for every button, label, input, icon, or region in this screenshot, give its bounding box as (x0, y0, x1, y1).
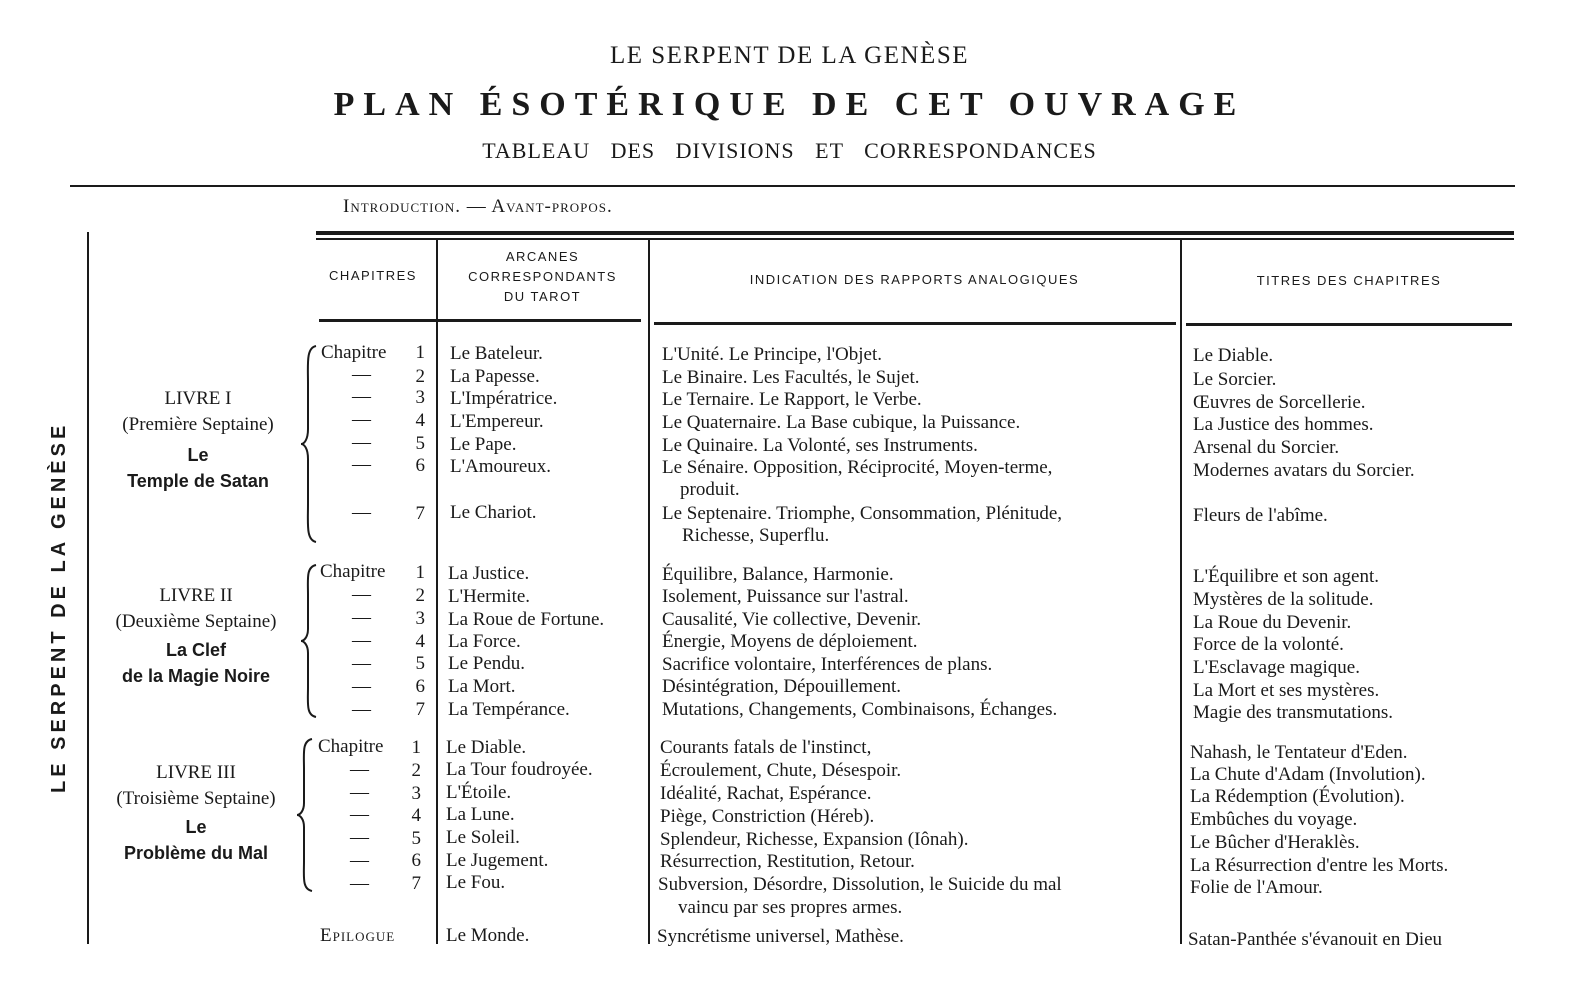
column-divider (436, 238, 438, 944)
rapport-cell: Le Sénaire. Opposition, Réciprocité, Moyen-terme, (662, 457, 1053, 478)
header-underline (319, 319, 641, 322)
rapport-cell: Le Quaternaire. La Base cubique, la Puissance. (662, 412, 1021, 433)
chapter-number: 3 (415, 387, 425, 408)
chapter-dash: — (352, 386, 371, 407)
chapter-dash: — (352, 630, 371, 651)
arcane-cell: La Tour foudroyée. (446, 759, 593, 780)
chapter-number: 1 (411, 737, 421, 758)
titre-cell: Force de la volonté. (1193, 634, 1344, 655)
arcane-cell: L'Amoureux. (450, 456, 552, 477)
column-header-rapports: INDICATION DES RAPPORTS ANALOGIQUES (749, 272, 1080, 287)
book-label-2: LIVRE II (Deuxième Septaine) La Clef de la Magie Noire (115, 585, 277, 686)
epilogue-label: Epilogue (320, 925, 396, 946)
arcane-cell: Le Jugement. (446, 850, 549, 871)
arcane-cell: Le Bateleur. (450, 343, 543, 364)
arcane-cell: Le Diable. (446, 737, 527, 758)
titre-cell: Nahash, le Tentateur d'Eden. (1190, 742, 1408, 763)
chapter-dash: — (352, 454, 371, 475)
titre-cell: La Roue du Devenir. (1193, 612, 1352, 633)
book-label-3: LIVRE III (Troisième Septaine) Le Problème du Mal (116, 762, 276, 863)
arcane-cell: Le Fou. (446, 872, 506, 893)
titre-cell: La Rédemption (Évolution). (1190, 786, 1405, 807)
chapter-dash: — (352, 607, 371, 628)
super-title: LE SERPENT DE LA GENÈSE (609, 42, 970, 69)
chapter-number: 6 (415, 676, 425, 697)
chapter-number: 5 (415, 653, 425, 674)
arcane-cell: La Roue de Fortune. (448, 609, 605, 630)
header-underline (1186, 323, 1512, 326)
arcane-cell: La Tempérance. (448, 699, 570, 720)
rapport-cell-continued: vaincu par ses propres armes. (678, 897, 903, 918)
chapter-number: 2 (415, 366, 425, 387)
column-header-titres: TITRES DES CHAPITRES (1256, 273, 1442, 288)
titre-cell: La Mort et ses mystères. (1193, 680, 1380, 701)
rapport-cell: Le Septenaire. Triomphe, Consommation, Plénitude, (662, 503, 1063, 524)
arcane-cell: La Lune. (446, 804, 515, 825)
chapter-dash: — (352, 676, 371, 697)
arcane-cell: L'Hermite. (448, 586, 531, 607)
titre-cell: Modernes avatars du Sorcier. (1193, 460, 1415, 481)
column-divider (648, 238, 650, 944)
chapter-dash: — (352, 653, 371, 674)
column-header-chapitres: CHAPITRES (329, 268, 417, 283)
rapport-cell-continued: produit. (680, 479, 740, 500)
titre-cell: Magie des transmutations. (1193, 702, 1393, 723)
rapport-cell: Syncrétisme universel, Mathèse. (657, 926, 904, 947)
intro-line: Introduction. — Avant-propos. (343, 196, 613, 217)
rapport-cell: Le Quinaire. La Volonté, ses Instruments. (662, 435, 978, 456)
side-title: LE SERPENT DE LA GENÈSE (48, 421, 70, 793)
page-title: PLAN ÉSOTÉRIQUE DE CET OUVRAGE (333, 86, 1246, 123)
titre-cell: Folie de l'Amour. (1190, 877, 1323, 898)
titre-cell: Le Sorcier. (1193, 369, 1277, 390)
chapter-number: 2 (411, 760, 421, 781)
arcane-cell: Le Pendu. (448, 653, 526, 674)
arcane-cell: Le Pape. (450, 434, 517, 455)
rapport-cell: Équilibre, Balance, Harmonie. (662, 564, 894, 585)
rapport-cell: Splendeur, Richesse, Expansion (Iônah). (660, 829, 969, 850)
rapport-cell: Isolement, Puissance sur l'astral. (662, 586, 909, 607)
chapter-number: 6 (415, 455, 425, 476)
subtitle: TABLEAU DES DIVISIONS ET CORRESPONDANCES (482, 138, 1097, 163)
column-header-arcanes: ARCANES CORRESPONDANTS DU TAROT (468, 249, 617, 304)
rapport-cell: Résurrection, Restitution, Retour. (660, 851, 915, 872)
brace-book-2 (300, 563, 318, 719)
chapter-dash: — (352, 584, 371, 605)
header-rule (70, 185, 1515, 187)
rapport-cell: Désintégration, Dépouillement. (662, 676, 902, 697)
rapport-cell: L'Unité. Le Principe, l'Objet. (662, 344, 883, 365)
titre-cell: Satan-Panthée s'évanouit en Dieu (1188, 929, 1443, 950)
rapport-cell: Subversion, Désordre, Dissolution, le Suicide du mal (658, 874, 1062, 895)
chapter-number: 1 (415, 562, 425, 583)
rapport-cell: Le Ternaire. Le Rapport, le Verbe. (662, 389, 922, 410)
arcane-cell: La Justice. (448, 563, 530, 584)
chapter-number: 1 (415, 342, 425, 363)
arcane-cell: L'Étoile. (446, 782, 512, 803)
rapport-cell: Idéalité, Rachat, Espérance. (660, 783, 872, 804)
table-top-rule (316, 231, 1514, 235)
chapter-number: 5 (415, 433, 425, 454)
titre-cell: La Résurrection d'entre les Morts. (1190, 855, 1449, 876)
chapter-dash: — (350, 850, 369, 871)
rapport-cell: Mutations, Changements, Combinaisons, Échanges. (662, 699, 1058, 720)
titre-cell: Le Bûcher d'Heraklès. (1190, 832, 1360, 853)
rapport-cell: Courants fatals de l'instinct, (660, 737, 872, 758)
brace-book-1 (300, 344, 318, 544)
rapport-cell: Sacrifice volontaire, Interférences de plans. (662, 654, 993, 675)
arcane-cell: La Force. (448, 631, 521, 652)
brace-book-3 (296, 737, 314, 893)
chapter-dash: — (350, 759, 369, 780)
rapport-cell: Le Binaire. Les Facultés, le Sujet. (662, 367, 920, 388)
chapter-number: 4 (411, 805, 421, 826)
titre-cell: L'Équilibre et son agent. (1193, 566, 1379, 587)
chapter-number: 3 (415, 608, 425, 629)
chapter-dash: — (352, 502, 371, 523)
chapter-dash: — (352, 432, 371, 453)
titre-cell: L'Esclavage magique. (1193, 657, 1360, 678)
titre-cell: La Chute d'Adam (Involution). (1190, 764, 1426, 785)
chapter-dash: — (350, 873, 369, 894)
titre-cell: Fleurs de l'abîme. (1193, 505, 1328, 526)
rapport-cell: Causalité, Vie collective, Devenir. (662, 609, 922, 630)
chapter-number: 7 (415, 503, 425, 524)
chapter-number: 3 (411, 783, 421, 804)
titre-cell: Le Diable. (1193, 345, 1274, 366)
chapter-number: 2 (415, 585, 425, 606)
chapter-number: 4 (415, 631, 425, 652)
arcane-cell: L'Empereur. (450, 411, 544, 432)
chapter-number: 4 (415, 410, 425, 431)
arcane-cell: La Papesse. (450, 366, 540, 387)
chapter-dash: — (350, 827, 369, 848)
chapter-dash: — (352, 364, 371, 385)
chapter-label: Chapitre (318, 736, 384, 757)
arcane-cell: La Mort. (448, 676, 516, 697)
rapport-cell-continued: Richesse, Superflu. (682, 525, 830, 546)
titre-cell: La Justice des hommes. (1193, 414, 1374, 435)
chapter-dash: — (350, 782, 369, 803)
titre-cell: Mystères de la solitude. (1193, 589, 1374, 610)
chapter-dash: — (352, 409, 371, 430)
chapter-label: Chapitre (320, 561, 386, 582)
arcane-cell: Le Monde. (446, 925, 530, 946)
chapter-dash: — (350, 804, 369, 825)
arcane-cell: Le Chariot. (450, 502, 537, 523)
column-divider (1180, 238, 1182, 944)
chapter-number: 5 (411, 828, 421, 849)
chapter-number: 7 (415, 699, 425, 720)
rapport-cell: Énergie, Moyens de déploiement. (662, 631, 918, 652)
chapter-number: 7 (411, 873, 421, 894)
titre-cell: Arsenal du Sorcier. (1193, 437, 1340, 458)
header-underline (654, 322, 1176, 325)
rapport-cell: Écroulement, Chute, Désespoir. (660, 760, 902, 781)
arcane-cell: L'Impératrice. (450, 388, 558, 409)
chapter-number: 6 (411, 850, 421, 871)
titre-cell: Embûches du voyage. (1190, 809, 1358, 830)
chapter-label: Chapitre (321, 342, 387, 363)
table-top-rule-thin (316, 238, 1514, 240)
book-label-1: LIVRE I (Première Septaine) Le Temple de Satan (122, 388, 274, 491)
rapport-cell: Piège, Constriction (Héreb). (660, 806, 875, 827)
arcane-cell: Le Soleil. (446, 827, 520, 848)
chapter-dash: — (352, 699, 371, 720)
titre-cell: Œuvres de Sorcellerie. (1193, 392, 1366, 413)
